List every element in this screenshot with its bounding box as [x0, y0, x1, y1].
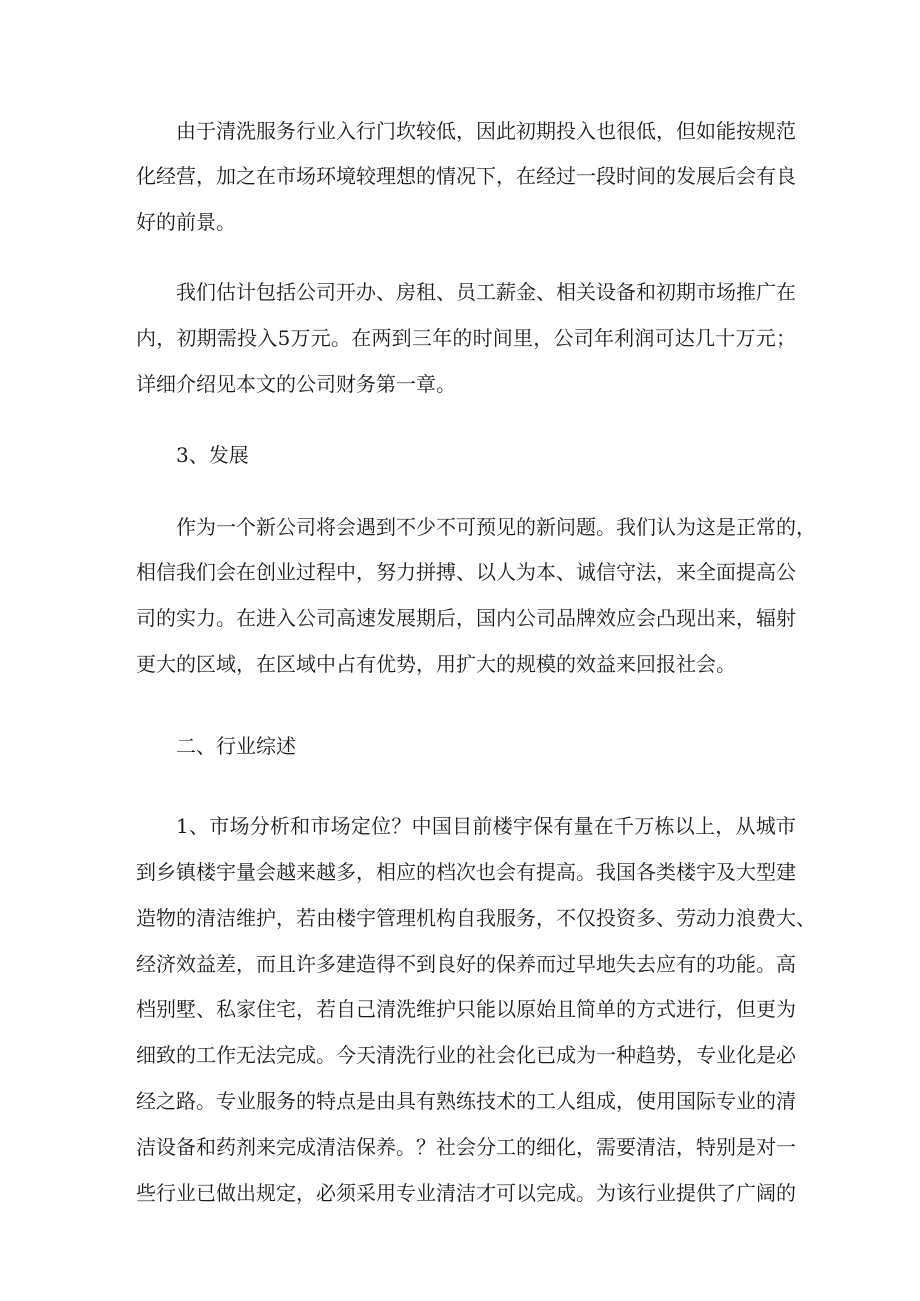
section-heading-development: 3、发展	[176, 443, 249, 467]
paragraph-4-line-9: 些行业已做出规定，必须采用专业清洁才可以完成。为该行业提供了广阔的	[136, 1181, 796, 1205]
section-heading-industry-overview: 二、行业综述	[176, 734, 296, 758]
paragraph-3-line-2: 相信我们会在创业过程中，努力拼搏、以人为本、诚信守法，来全面提高公	[136, 560, 796, 584]
paragraph-4-line-8: 洁设备和药剂来完成清洁保养。？社会分工的细化，需要清洁，特别是对一	[136, 1135, 796, 1159]
paragraph-4-line-4: 经济效益差，而且许多建造得不到良好的保养而过早地失去应有的功能。高	[136, 952, 796, 976]
paragraph-1-line-2: 化经营，加之在市场环境较理想的情况下，在经过一段时间的发展后会有良	[136, 164, 796, 188]
paragraph-4-line-5: 档别墅、私家住宅，若自己清洗维护只能以原始且简单的方式进行，但更为	[136, 997, 796, 1021]
paragraph-4-line-7: 经之路。专业服务的特点是由具有熟练技术的工人组成，使用国际专业的清	[136, 1089, 796, 1113]
paragraph-2-line-1: 我们估计包括公司开办、房租、员工薪金、相关设备和初期市场推广在	[176, 280, 796, 304]
paragraph-2-line-2: 内，初期需投入5万元。在两到三年的时间里，公司年利润可达几十万元；	[136, 326, 796, 350]
paragraph-4-line-2: 到乡镇楼宇量会越来越多，相应的档次也会有提高。我国各类楼宇及大型建	[136, 860, 796, 884]
paragraph-3-line-3: 司的实力。在进入公司高速发展期后，国内公司品牌效应会凸现出来，辐射	[136, 606, 796, 630]
paragraph-2-line-3: 详细介绍见本文的公司财务第一章。	[136, 372, 456, 396]
paragraph-4-line-6: 细致的工作无法完成。今天清洗行业的社会化已成为一种趋势，专业化是必	[136, 1043, 796, 1067]
paragraph-4-line-3: 造物的清洁维护，若由楼宇管理机构自我服务，不仅投资多、劳动力浪费大、	[136, 906, 816, 930]
paragraph-1-line-1: 由于清洗服务行业入行门坎较低，因此初期投入也很低，但如能按规范	[176, 119, 796, 143]
paragraph-3-line-4: 更大的区域，在区域中占有优势，用扩大的规模的效益来回报社会。	[136, 652, 736, 676]
paragraph-4-line-1: 1、市场分析和市场定位？中国目前楼宇保有量在千万栋以上，从城市	[176, 814, 796, 838]
paragraph-3-line-1: 作为一个新公司将会遇到不少不可预见的新问题。我们认为这是正常的，	[176, 515, 816, 539]
paragraph-1-line-3: 好的前景。	[136, 210, 236, 234]
